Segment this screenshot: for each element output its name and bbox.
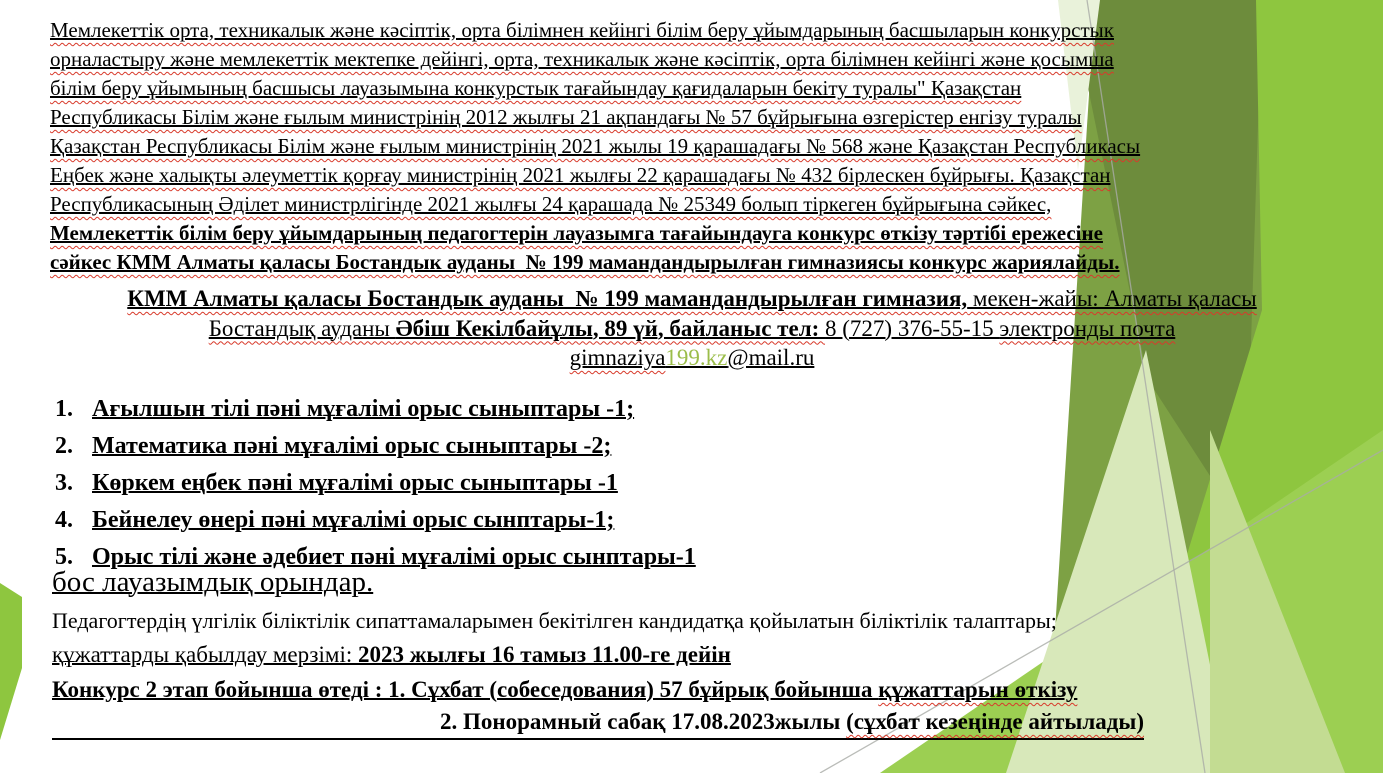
vacancy-item <box>55 391 696 428</box>
paragraph-line-text: Мемлекеттік орта, техникалык және кәсіптік, орта білімнен кейінгі білім беру ұйымдарының басшыларын конкурстык <box>50 18 1114 42</box>
paragraph-line <box>50 74 1140 103</box>
stage-text-segment: құжаттарын өткізу <box>878 677 1078 702</box>
paragraph-line <box>50 190 1140 219</box>
vacant-positions-line: бос лауазымдық орындар. <box>52 566 374 598</box>
vacancy-item <box>55 502 696 539</box>
paragraph-line-text: білім беру ұйымының басшысы лауазымына конкурстык тағайындау қағидаларын бекіту туралы" Қазақстан <box>50 76 1022 100</box>
paragraph-line-text: орналастыру және мемлекеттік мектепке дейінгі, орта, техникалык және кәсіптік, орта білімнен кейінгі және қосымша <box>50 47 1114 71</box>
vacancy-list <box>55 391 696 576</box>
org-line <box>47 284 1337 314</box>
org-text-segment: @mail.ru <box>727 345 815 370</box>
org-text-segment: КММ Алматы қаласы Бостандык ауданы № 199 мамандандырылған гимназия, <box>127 286 968 311</box>
vacancy-number: 3. <box>55 470 73 496</box>
paragraph-line-text: Еңбек және халықты әлеуметтік қорғау министрінің 2021 жылғы 22 қарашадағы № 432 бірлескен бұйрығы. Қазақстан <box>50 163 1111 187</box>
vacancy-number: 5. <box>55 544 73 570</box>
vacancy-text: Бейнелеу өнері пәні мұғалімі орыс сынптары-1; <box>92 507 615 533</box>
stage-text-segment: (сұхбат кезеңінде айтылады) <box>846 709 1144 734</box>
paragraph-line <box>50 45 1140 74</box>
org-line <box>47 343 1337 373</box>
stage-text-segment: 2. Понорамный сабақ 17.08.2023жылы <box>440 709 847 734</box>
org-line <box>47 314 1337 344</box>
org-text-segment: 8 (727) 376-55-15 <box>825 315 1000 341</box>
vacancy-item <box>55 428 696 465</box>
paragraph-line-text: Мемлекеттік білім беру ұйымдарының педагогтерін лауазымга тағайындауга конкурс өткізу тәртібі ережесіне <box>50 221 1103 245</box>
deadline-prefix: құжаттарды қабылдау мерзімі: <box>52 642 358 667</box>
vacancy-text: Ағылшын тілі пәні мұғалімі орыс сыныптары -1; <box>92 396 635 422</box>
announcement-paragraph <box>50 16 1140 277</box>
org-text-segment: Бостандық ауданы <box>208 315 396 341</box>
left-edge-green-strip <box>0 583 22 740</box>
vacancy-text: Математика пәні мұғалімі орыс сыныптары -2; <box>92 433 612 459</box>
stage-text-segment: Конкурс 2 этап бойынша өтеді : 1. Сұхбат (собеседования) 57 бұйрық бойынша <box>52 677 879 702</box>
paragraph-line <box>50 16 1140 45</box>
paragraph-line-text: Республикасының Әділет министрлігінде 2021 жылғы 24 қарашада № 25349 болып тіркеген бұйрығына сәйкес, <box>50 192 1052 216</box>
paragraph-line <box>50 161 1140 190</box>
org-text-segment: Әбіш Кекілбайұлы, 89 үй, байланыс тел: <box>395 315 826 341</box>
org-text-segment: электронды почта <box>999 315 1176 341</box>
deadline-date: 2023 жылғы 16 тамыз 11.00-ге дейін <box>358 642 731 667</box>
vacancy-item <box>55 465 696 502</box>
org-text-segment: мекен-жайы: Алматы қаласы <box>967 286 1257 311</box>
paragraph-line-text: Республикасы Білім және ғылым министрінің 2012 жылғы 21 ақпандағы № 57 бұйрығына өзгерістер енгізу туралы <box>50 105 1082 129</box>
organization-contact-block <box>47 284 1337 373</box>
paragraph-line <box>50 219 1140 248</box>
vacancy-number: 4. <box>55 507 73 533</box>
contest-stage1-line <box>52 677 1077 703</box>
paragraph-line-text: Қазақстан Республикасы Білім және ғылым министрінің 2021 жылы 19 қарашадағы № 568 және Қазақстан Республикасы <box>50 134 1141 158</box>
vacancy-number: 1. <box>55 396 73 422</box>
deadline-line <box>52 642 731 668</box>
vacancy-number: 2. <box>55 433 73 459</box>
paragraph-line <box>50 103 1140 132</box>
requirements-line: Педагогтердің үлгілік біліктілік сипаттамаларымен бекітілген кандидатқа қойылатын біліктілік талаптары; <box>52 608 1057 633</box>
vacancy-text: Көркем еңбек пәні мұғалімі орыс сыныптары -1 <box>92 470 618 496</box>
org-text-segment: gimnaziya <box>569 345 666 370</box>
contest-stage2-line <box>52 709 1144 740</box>
paragraph-line-text: сәйкес КММ Алматы қаласы Бостандык ауданы № 199 мамандандырылған гимназиясы конкурс жариялайды. <box>50 250 1120 274</box>
paragraph-line <box>50 248 1140 277</box>
paragraph-line <box>50 132 1140 161</box>
org-text-segment: 199.kz <box>665 345 728 370</box>
vacancy-text: Орыс тілі және әдебиет пәні мұғалімі орыс сынптары-1 <box>92 544 696 570</box>
